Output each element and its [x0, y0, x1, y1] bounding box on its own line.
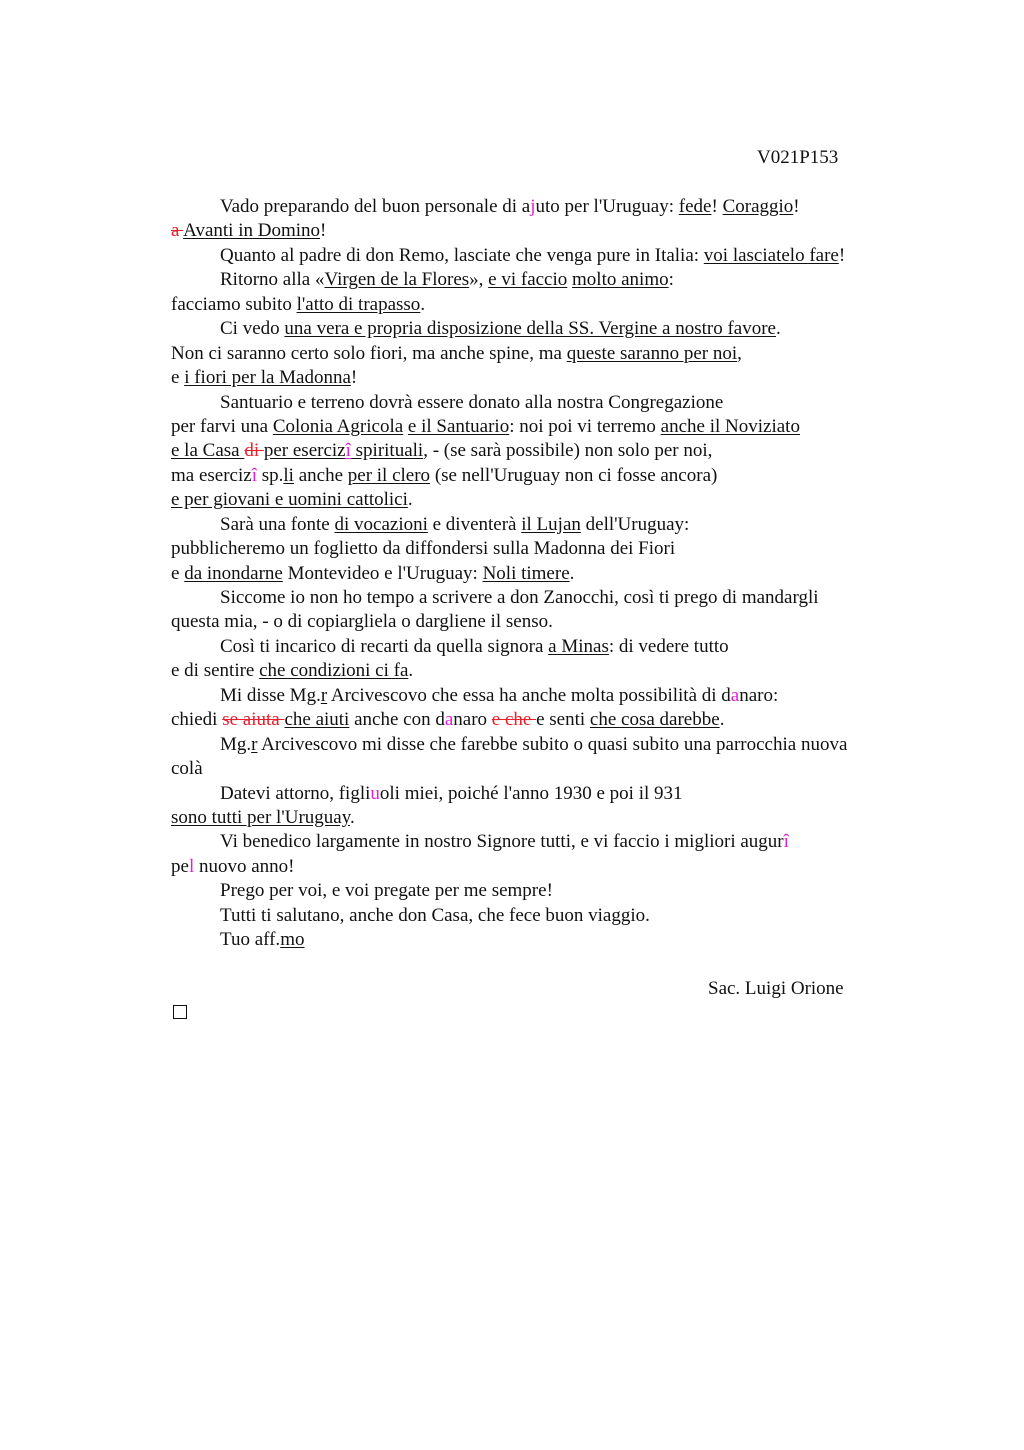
letter-line	[171, 708, 911, 732]
text-segment: Vado preparando del buon personale di a	[220, 196, 531, 217]
underlined-text: di vocazioni	[334, 513, 428, 535]
text-segment: .	[569, 562, 575, 584]
letter-line	[171, 293, 911, 317]
text-segment: ,	[737, 342, 742, 364]
underlined-text: una vera e propria disposizione della SS. Vergine a nostro favore	[284, 318, 776, 340]
underlined-text: Avanti in Domino	[183, 220, 320, 242]
underlined-text: e per giovani e uomini cattolici	[171, 489, 408, 511]
deleted-text: a	[171, 220, 184, 242]
underlined-text: sono tutti per l'Uruguay	[171, 806, 350, 828]
text-segment: Arcivescovo che essa ha anche molta possibilità di d	[327, 684, 731, 706]
corrected-text: j	[530, 196, 536, 217]
text-segment: ma eserciz	[171, 464, 252, 486]
underlined-text: Colonia Agricola	[272, 415, 404, 437]
letter-line	[171, 513, 911, 537]
text-segment: anche	[293, 464, 348, 486]
letter-line	[171, 782, 911, 806]
text-segment: chiedi	[171, 709, 223, 731]
corrected-text: î	[251, 464, 257, 486]
text-segment: Montevideo e l'Uruguay:	[282, 562, 483, 584]
deleted-text: e che	[491, 709, 537, 731]
text-segment: !	[711, 196, 723, 217]
text-segment: !	[320, 220, 327, 242]
letter-line	[171, 586, 911, 610]
text-segment: e di sentire	[171, 660, 260, 682]
text-segment: »,	[469, 269, 489, 291]
text-segment: pubblicheremo un foglietto da diffondersi sulla Madonna dei Fiori	[171, 538, 676, 560]
text-segment: e senti	[536, 709, 590, 731]
underlined-text: i fiori per la Madonna	[184, 367, 351, 389]
underlined-text: mo	[280, 929, 305, 951]
text-segment: Quanto al padre di don Remo, lasciate che venga pure in Italia:	[220, 244, 704, 266]
letter-line	[171, 659, 911, 683]
text-segment: naro	[453, 709, 492, 731]
text-segment: Non ci saranno certo solo fiori, ma anche spine, ma	[171, 342, 567, 364]
text-segment: : di vedere tutto	[608, 635, 729, 657]
letter-line	[171, 244, 911, 268]
text-segment: Ritorno alla «	[220, 269, 325, 291]
letter-line	[171, 488, 911, 512]
letter-line	[171, 268, 911, 292]
letter-line	[171, 366, 911, 390]
text-segment: anche con d	[349, 709, 445, 731]
text-segment: , - (se sarà possibile) non solo per noi,	[423, 440, 713, 462]
text-segment: :	[668, 269, 674, 291]
text-segment: dell'Uruguay:	[580, 513, 690, 535]
letter-line	[171, 415, 911, 439]
letter-line	[171, 904, 911, 928]
letter-line	[171, 219, 911, 243]
letter-line	[171, 439, 911, 463]
letter-line	[171, 537, 911, 561]
letter-line	[171, 391, 911, 415]
underlined-text: r	[320, 684, 328, 706]
corrected-text: a	[730, 684, 740, 706]
text-segment: Tuo aff.	[220, 929, 281, 951]
text-segment: .	[775, 318, 781, 340]
letter-line	[171, 733, 911, 757]
text-segment: e diventerà	[427, 513, 522, 535]
text-segment: Mi disse Mg.	[220, 684, 321, 706]
underlined-text: spirituali	[350, 440, 424, 462]
text-segment: Così ti incarico di recarti da quella signora	[220, 635, 549, 657]
underlined-text: molto animo	[572, 269, 669, 291]
underlined-text: per il clero	[347, 464, 431, 486]
deleted-text: di	[244, 440, 264, 462]
text-segment: uto per l'Uruguay:	[535, 196, 679, 217]
text-segment: .	[408, 660, 414, 682]
corrected-text: l	[188, 855, 195, 877]
letter-line	[171, 684, 911, 708]
letter-line	[171, 928, 911, 952]
underlined-text: e vi faccio	[488, 269, 568, 291]
underlined-text: l'atto di trapasso	[296, 293, 421, 315]
text-segment: Ci vedo	[220, 318, 285, 340]
underlined-text: Noli timere	[482, 562, 570, 584]
underlined-text: che condizioni ci fa	[259, 660, 409, 682]
underlined-text: Virgen de la Flores	[324, 269, 470, 291]
text-segment: : noi poi vi terremo	[509, 415, 661, 437]
text-segment: oli miei, poiché l'anno 1930 e poi il 931	[379, 782, 683, 804]
deleted-text: se aiuta	[222, 709, 285, 731]
letter-body	[171, 195, 911, 953]
text-segment: questa mia, - o di copiargliela o dargliene il senso.	[171, 611, 553, 633]
underlined-text: voi lasciatelo fare	[703, 244, 839, 266]
text-segment: Santuario e terreno dovrà essere donato alla nostra Congregazione	[220, 391, 724, 413]
letter-line	[171, 806, 911, 830]
text-segment: per farvi una	[171, 415, 273, 437]
text-segment: facciamo subito	[171, 293, 297, 315]
text-segment: colà	[171, 758, 203, 780]
text-segment: e	[171, 562, 185, 584]
underlined-text: che aiuti	[284, 709, 350, 731]
letter-line	[171, 855, 911, 879]
underlined-text: fede	[678, 196, 712, 217]
underlined-text: il Lujan	[521, 513, 581, 535]
text-segment: Datevi attorno, figli	[220, 782, 371, 804]
corrected-text: î	[783, 831, 789, 853]
underlined-text: queste saranno per noi	[566, 342, 738, 364]
letter-line	[171, 317, 911, 341]
text-segment: !	[838, 244, 846, 266]
text-segment: e	[171, 367, 185, 389]
text-segment: .	[719, 709, 725, 731]
text-segment: !	[350, 367, 358, 389]
letter-line	[171, 562, 911, 586]
text-segment: naro:	[739, 684, 779, 706]
underlined-text: li	[283, 464, 294, 486]
document-reference: V021P153	[757, 147, 839, 168]
text-segment: Vi benedico largamente in nostro Signore tutti, e vi faccio i migliori augur	[220, 831, 784, 853]
underlined-text: a Minas	[548, 635, 609, 657]
corrected-text: u	[370, 782, 380, 804]
underlined-text: Coraggio	[722, 196, 794, 217]
text-segment: nuovo anno!	[194, 855, 295, 877]
letter-line	[171, 195, 911, 219]
text-segment: .	[349, 806, 355, 828]
underlined-text: da inondarne	[184, 562, 283, 584]
underlined-text: r	[251, 733, 258, 755]
signature: Sac. Luigi Orione	[708, 978, 844, 999]
text-segment: Tutti ti salutano, anche don Casa, che fece buon viaggio.	[220, 904, 650, 926]
underlined-text: e la Casa	[171, 440, 245, 462]
letter-line	[171, 635, 911, 659]
text-segment: sp.	[256, 464, 284, 486]
text-segment: Siccome io non ho tempo a scrivere a don Zanocchi, così ti prego di mandargli	[220, 587, 819, 608]
checkbox-square-icon	[173, 1005, 187, 1019]
text-segment: (se nell'Uruguay non ci fosse ancora)	[430, 464, 718, 486]
letter-line	[171, 757, 911, 781]
underlined-text: che cosa darebbe	[589, 709, 720, 731]
text-segment: pe	[171, 855, 189, 877]
underlined-text: anche il Noviziato	[660, 415, 800, 437]
underlined-text: e il Santuario	[407, 415, 510, 437]
text-segment: .	[407, 489, 413, 511]
text-segment: !	[793, 196, 800, 217]
text-segment: Sarà una fonte	[220, 513, 335, 535]
letter-line	[171, 342, 911, 366]
corrected-text: a	[444, 709, 454, 731]
letter-line	[171, 464, 911, 488]
text-segment: Mg.	[220, 733, 252, 755]
text-segment: .	[420, 293, 426, 315]
text-segment: Prego per voi, e voi pregate per me sempre!	[220, 880, 553, 902]
underlined-text: per eserciz	[263, 440, 346, 462]
text-segment: Arcivescovo mi disse che farebbe subito o quasi subito una parrocchia nuova	[257, 733, 848, 755]
letter-line	[171, 610, 911, 634]
letter-line	[171, 879, 911, 903]
corrected-text: î	[345, 440, 351, 462]
letter-line	[171, 830, 911, 854]
